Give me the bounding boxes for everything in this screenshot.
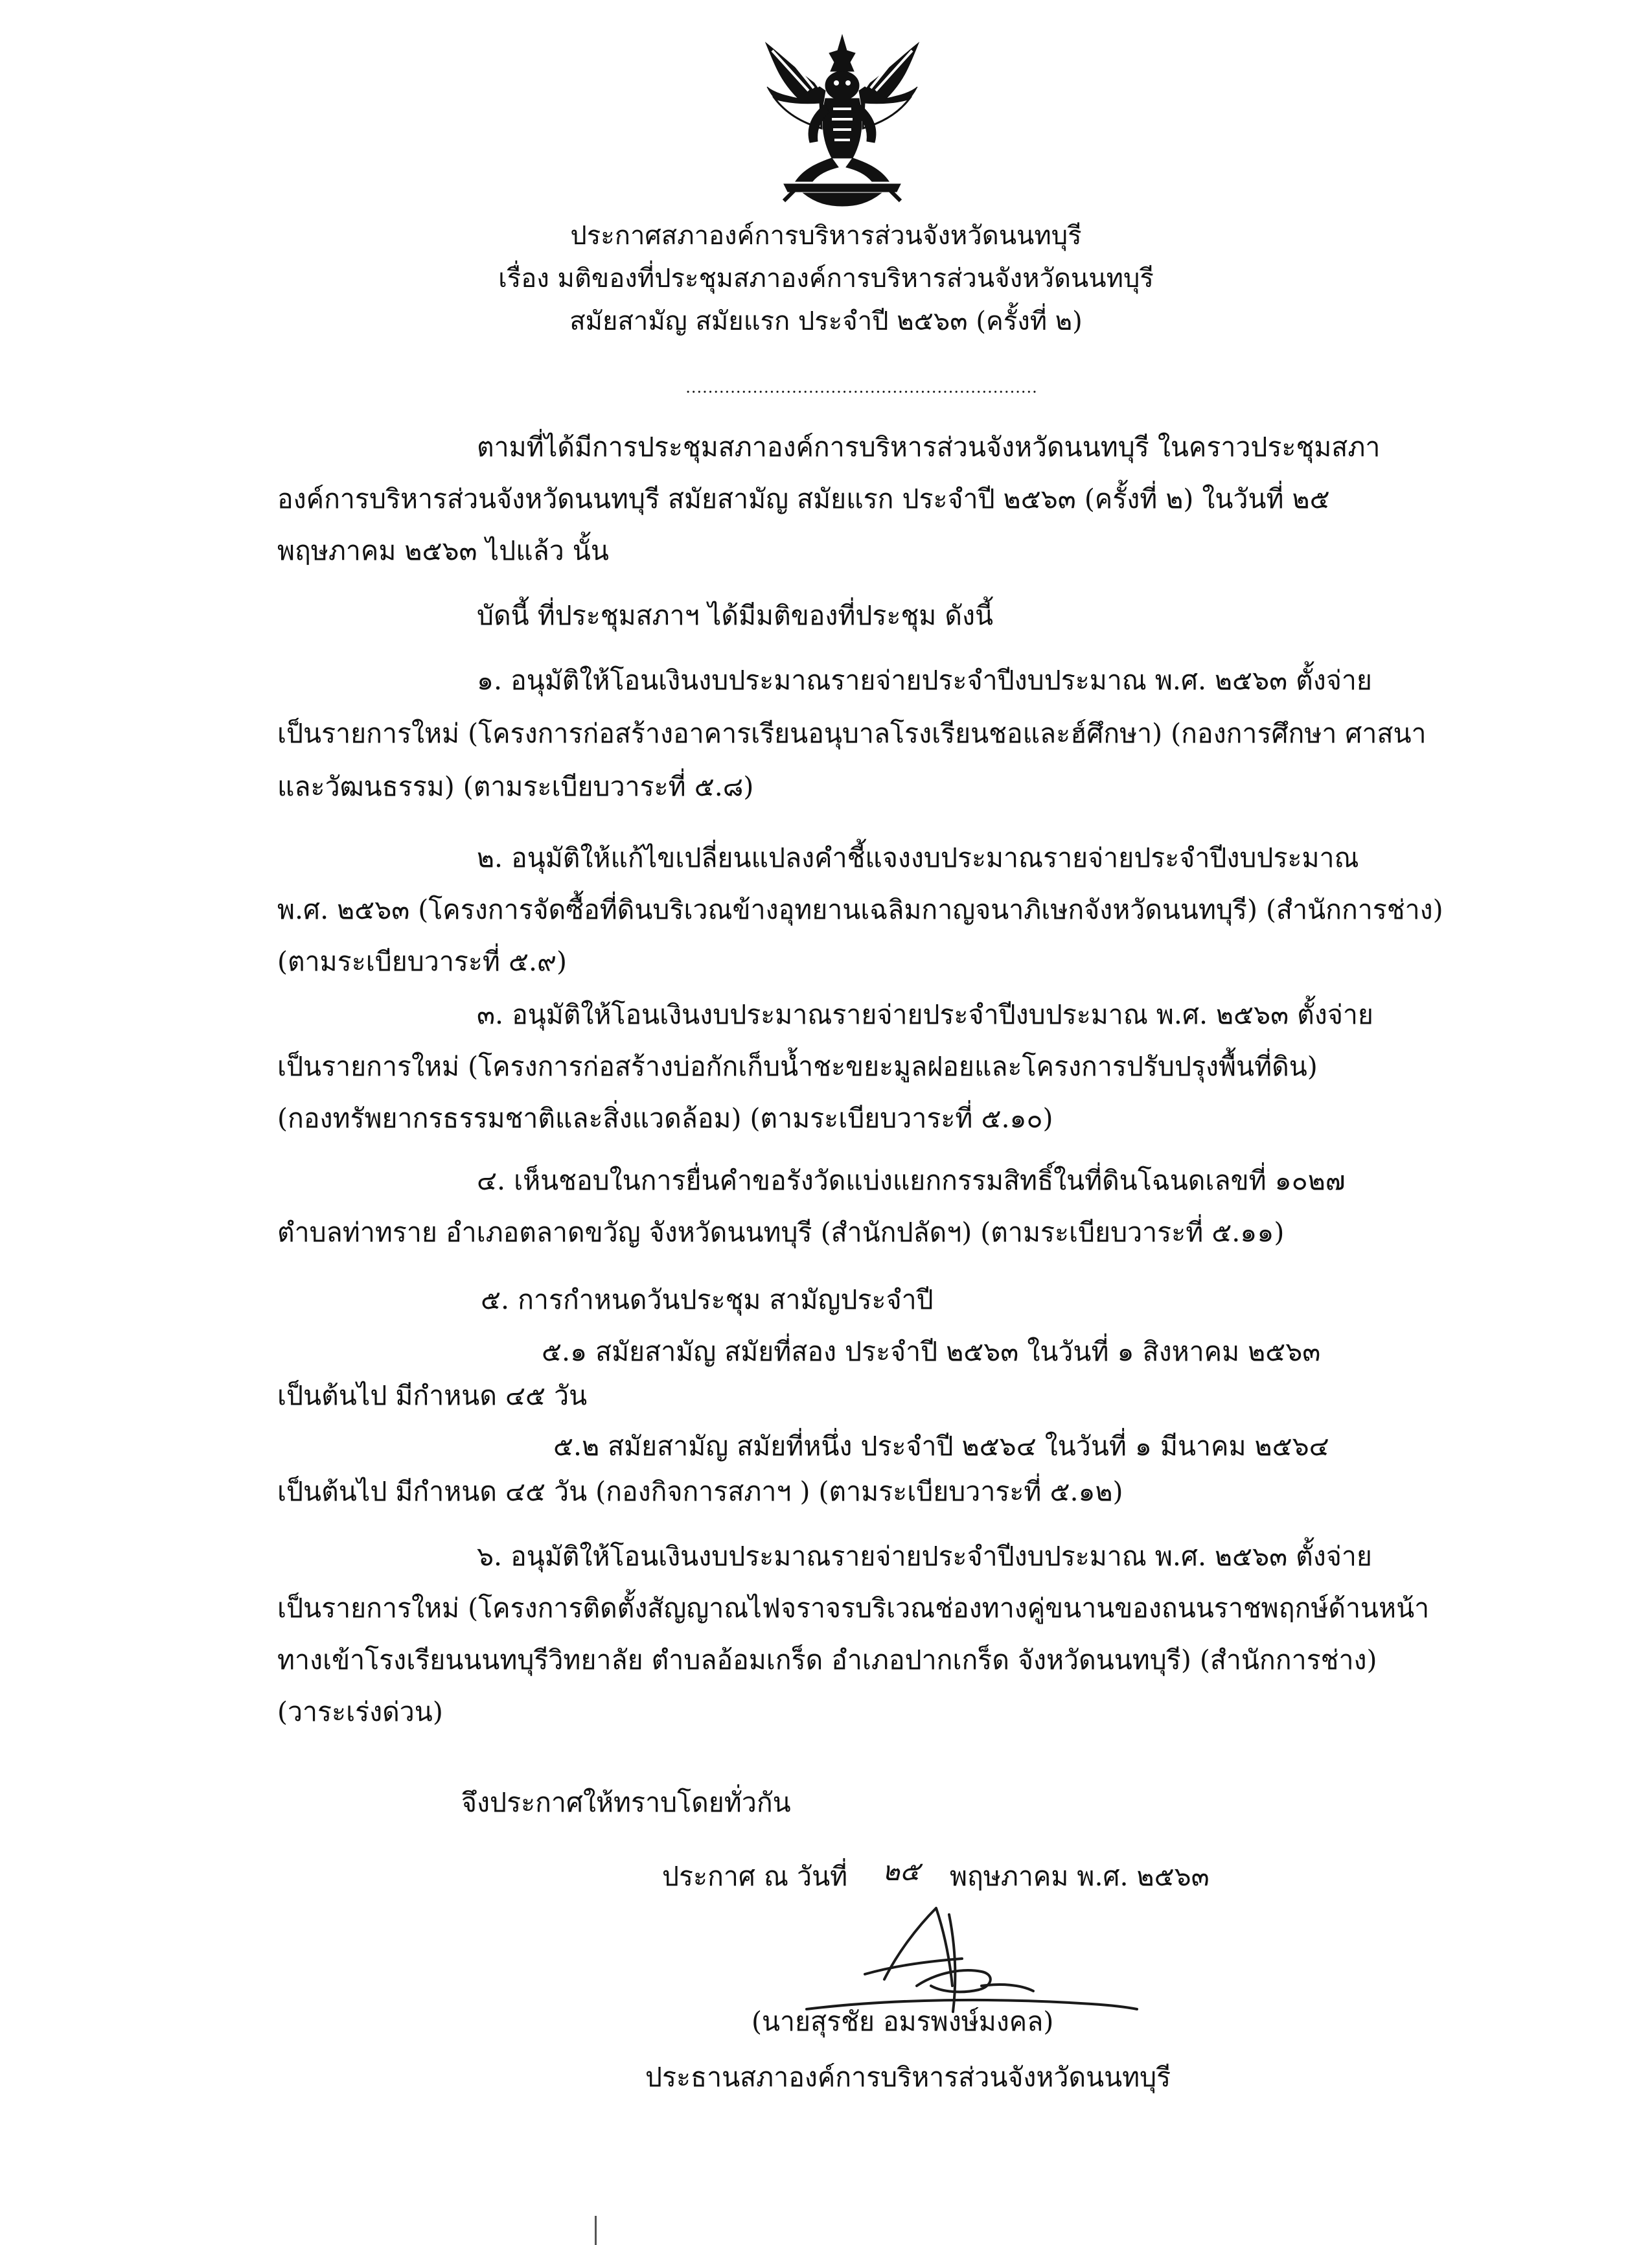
item-5-2-line: ๕.๒ สมัยสามัญ สมัยที่หนึ่ง ประจำปี ๒๕๖๔ ในวันที่ ๑ มีนาคม ๒๕๖๔ (553, 1431, 1329, 1462)
announcement-subject: เรื่อง มติของที่ประชุมสภาองค์การบริหารส่วนจังหวัดนนทบุรี (498, 264, 1154, 294)
intro-line: ตามที่ได้มีการประชุมสภาองค์การบริหารส่วนจังหวัดนนทบุรี ในคราวประชุมสภา (477, 432, 1381, 463)
intro-line: พฤษภาคม ๒๕๖๓ ไปแล้ว นั้น (277, 535, 609, 566)
signer-name: (นายสุรชัย อมรพงษ์มงคล) (751, 2006, 1054, 2037)
scan-mark (595, 2216, 597, 2245)
item-6-line: เป็นรายการใหม่ (โครงการติดตั้งสัญญาณไฟจราจรบริเวณช่องทางคู่ขนานของถนนราชพฤกษ์ด้านหน้า (277, 1593, 1430, 1624)
item-5-1-line: เป็นต้นไป มีกำหนด ๔๕ วัน (277, 1380, 588, 1411)
item-2-line: พ.ศ. ๒๕๖๓ (โครงการจัดซื้อที่ดินบริเวณข้างอุทยานเฉลิมกาญจนาภิเษกจังหวัดนนทบุรี) (สำนักการช่าง) (277, 894, 1443, 925)
announcement-title: ประกาศสภาองค์การบริหารส่วนจังหวัดนนทบุรี (570, 221, 1082, 251)
item-6-line: ๖. อนุมัติให้โอนเงินงบประมาณรายจ่ายประจำปีงบประมาณ พ.ศ. ๒๕๖๓ ตั้งจ่าย (477, 1541, 1372, 1572)
garuda-emblem-icon (758, 31, 926, 207)
item-5-2-line: เป็นต้นไป มีกำหนด ๔๕ วัน (กองกิจการสภาฯ ) (ตามระเบียบวาระที่ ๕.๑๒) (277, 1476, 1123, 1507)
signer-title: ประธานสภาองค์การบริหารส่วนจังหวัดนนทบุรี (645, 2062, 1171, 2093)
item-3-line: ๓. อนุมัติให้โอนเงินงบประมาณรายจ่ายประจำปีงบประมาณ พ.ศ. ๒๕๖๓ ตั้งจ่าย (477, 999, 1373, 1030)
item-2-line: (ตามระเบียบวาระที่ ๕.๙) (277, 946, 568, 977)
announcement-date-prefix: ประกาศ ณ วันที่ (662, 1861, 848, 1892)
item-6-line: ทางเข้าโรงเรียนนนทบุรีวิทยาลัย ตำบลอ้อมเกร็ด อำเภอปากเกร็ด จังหวัดนนทบุรี) (สำนักการช่าง) (277, 1644, 1377, 1675)
closing-statement: จึงประกาศให้ทราบโดยทั่วกัน (461, 1787, 791, 1818)
intro-line: องค์การบริหารส่วนจังหวัดนนทบุรี สมัยสามัญ สมัยแรก ประจำปี ๒๕๖๓ (ครั้งที่ ๒) ในวันที่ ๒๕ (277, 483, 1330, 514)
item-3-line: เป็นรายการใหม่ (โครงการก่อสร้างบ่อกักเก็บน้ำชะขยะมูลฝอยและโครงการปรับปรุงพื้นที่ดิน) (277, 1051, 1318, 1082)
item-5-1-line: ๕.๑ สมัยสามัญ สมัยที่สอง ประจำปี ๒๕๖๓ ในวันที่ ๑ สิงหาคม ๒๕๖๓ (542, 1336, 1321, 1367)
item-1-line: เป็นรายการใหม่ (โครงการก่อสร้างอาคารเรียนอนุบาลโรงเรียนชอและฮ์ศึกษา) (กองการศึกษา ศาสนา (277, 718, 1427, 749)
item-5-line: ๕. การกำหนดวันประชุม สามัญประจำปี (481, 1284, 934, 1315)
item-3-line: (กองทรัพยากรธรรมชาติและสิ่งแวดล้อม) (ตามระเบียบวาระที่ ๕.๑๐) (277, 1103, 1053, 1134)
item-4-line: ตำบลท่าทราย อำเภอตลาดขวัญ จังหวัดนนทบุรี (สำนักปลัดฯ) (ตามระเบียบวาระที่ ๕.๑๑) (277, 1217, 1285, 1248)
title-divider: ............................................................... (685, 378, 1038, 397)
item-4-line: ๔. เห็นชอบในการยื่นคำขอรังวัดแบ่งแยกกรรมสิทธิ์ในที่ดินโฉนดเลขที่ ๑๐๒๗ (477, 1165, 1346, 1196)
announcement-date-day: ๒๕ (882, 1856, 921, 1887)
announcement-session: สมัยสามัญ สมัยแรก ประจำปี ๒๕๖๓ (ครั้งที่ ๒) (569, 306, 1083, 336)
item-6-line: (วาระเร่งด่วน) (277, 1696, 443, 1727)
announcement-date-suffix: พฤษภาคม พ.ศ. ๒๕๖๓ (950, 1861, 1210, 1892)
resolution-heading: บัดนี้ ที่ประชุมสภาฯ ได้มีมติของที่ประชุม ดังนี้ (477, 600, 994, 631)
item-2-line: ๒. อนุมัติให้แก้ไขเปลี่ยนแปลงคำชี้แจงงบประมาณรายจ่ายประจำปีงบประมาณ (477, 842, 1359, 873)
item-1-line: และวัฒนธรรม) (ตามระเบียบวาระที่ ๕.๘) (277, 771, 754, 802)
item-1-line: ๑. อนุมัติให้โอนเงินงบประมาณรายจ่ายประจำปีงบประมาณ พ.ศ. ๒๕๖๓ ตั้งจ่าย (477, 665, 1372, 696)
